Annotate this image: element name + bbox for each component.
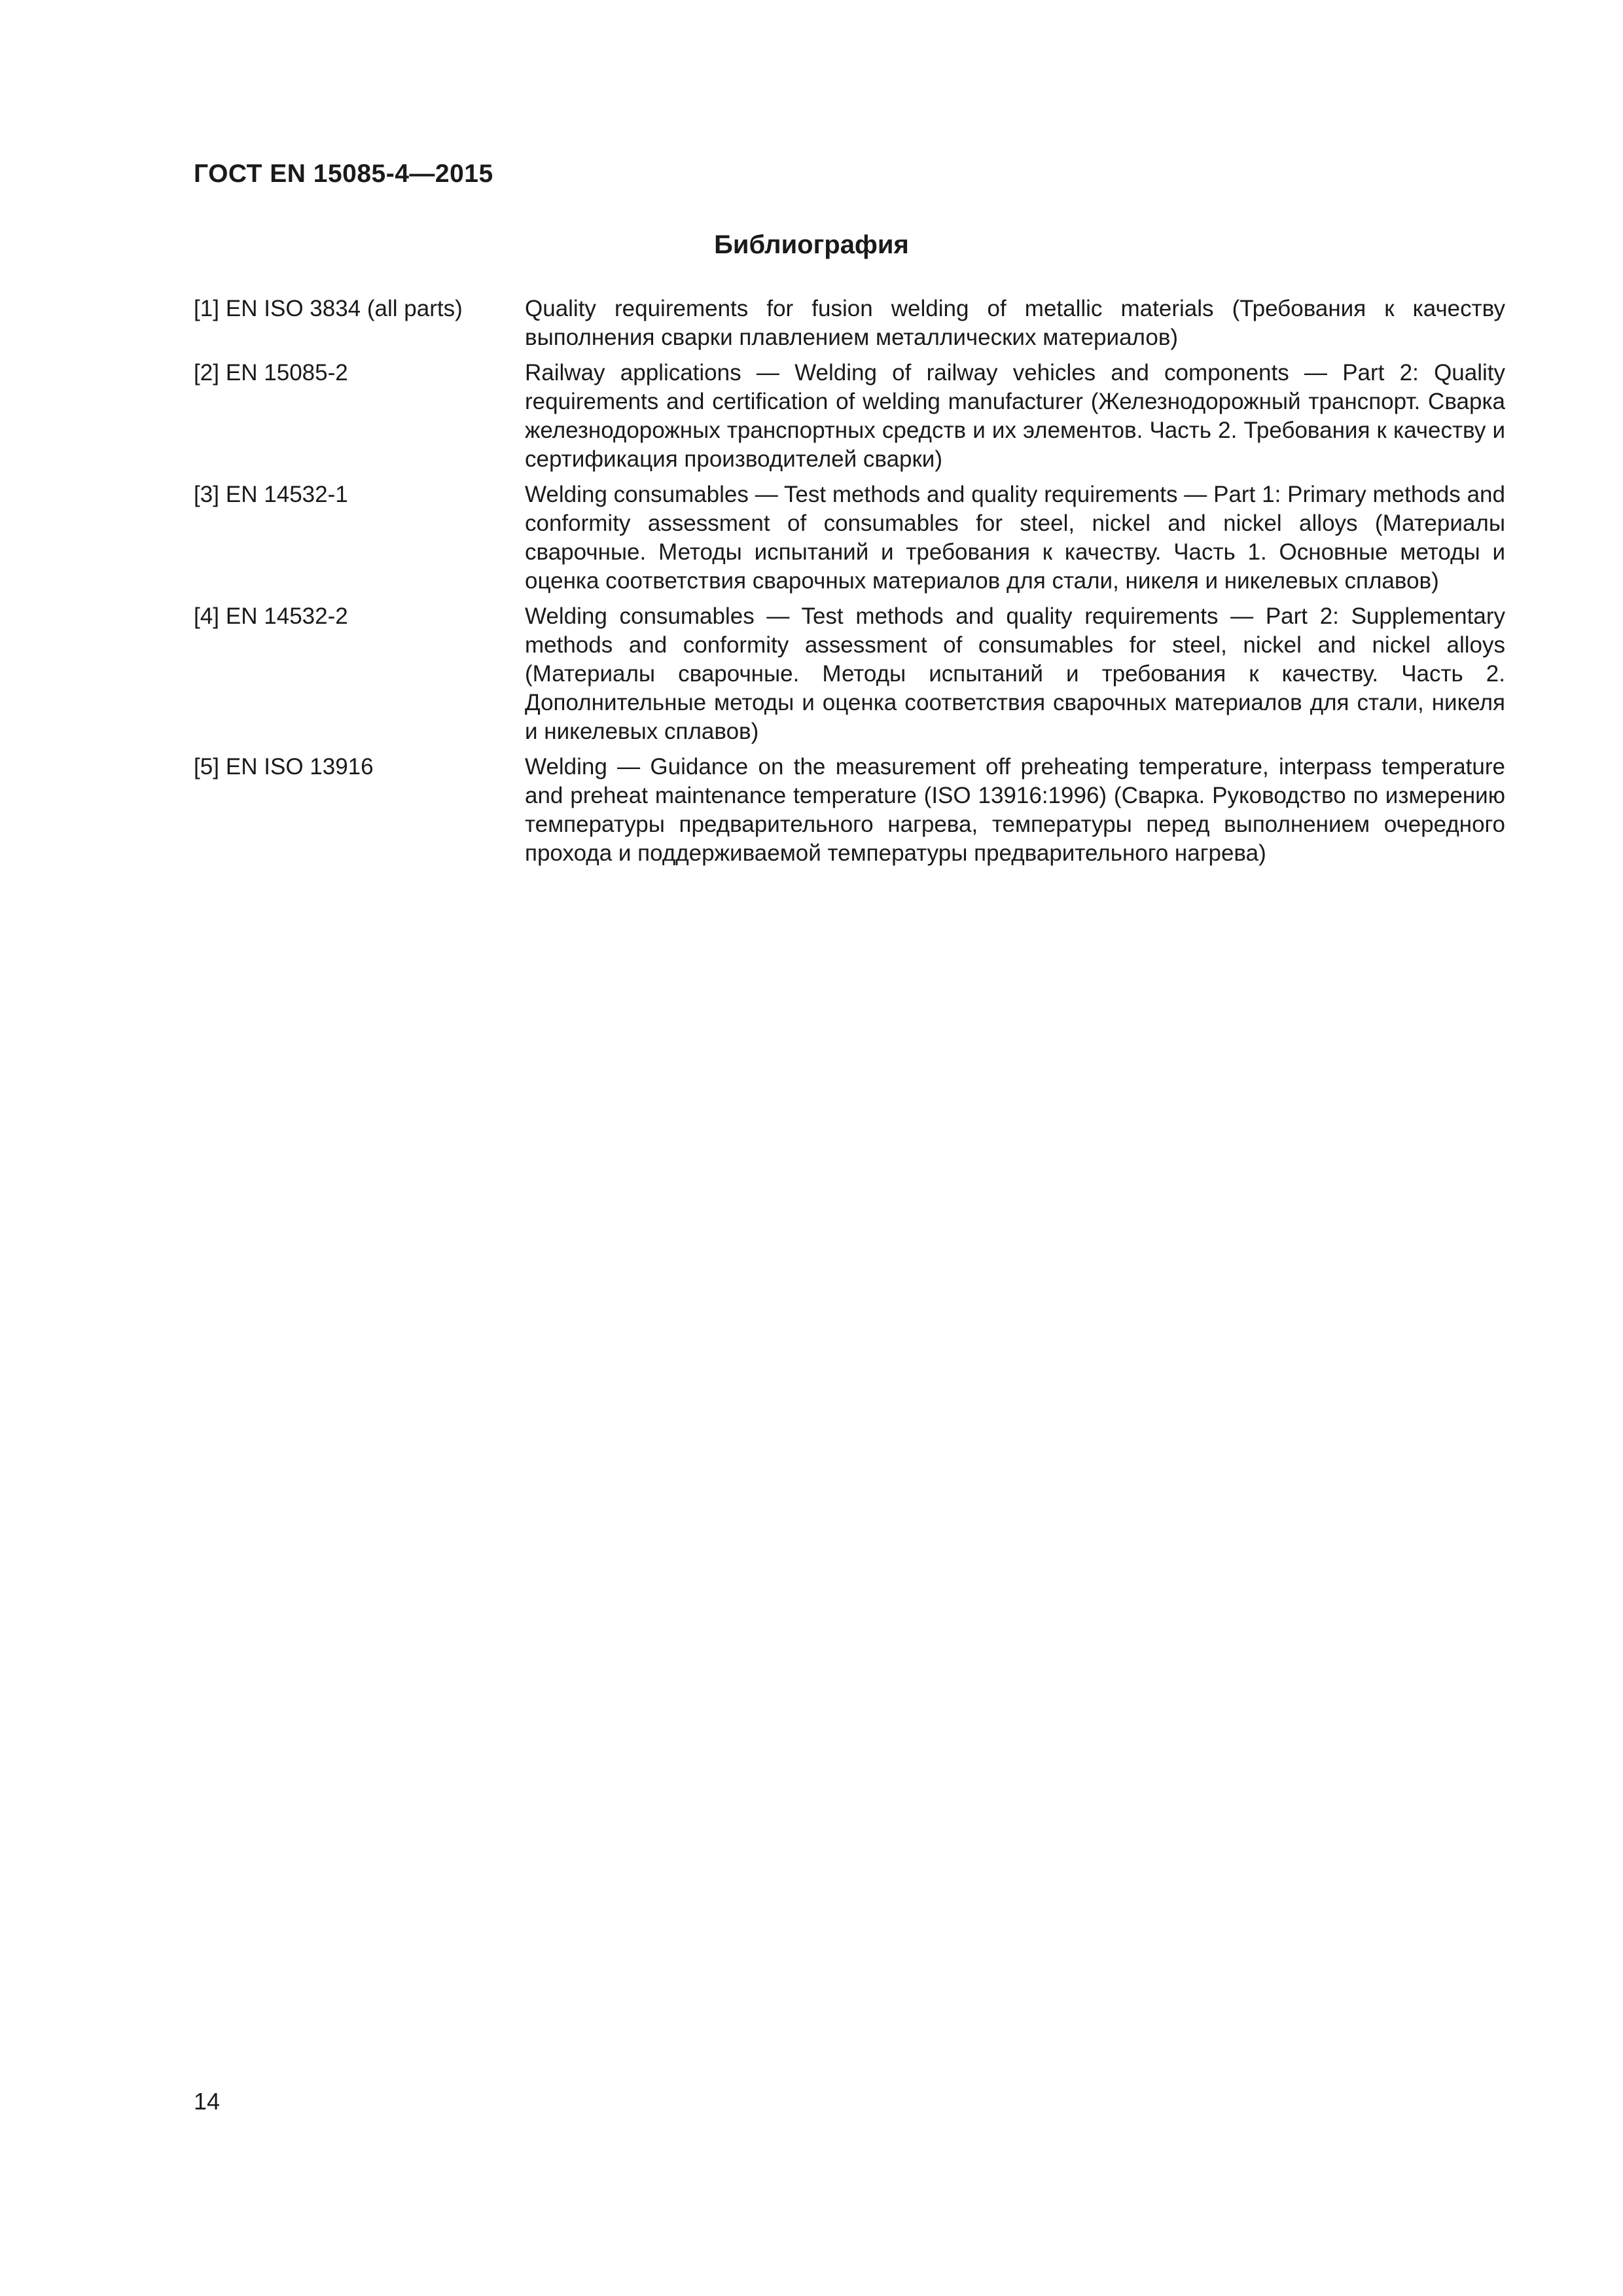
reference-code: EN 14532-1 [225,482,348,507]
page-number: 14 [194,2088,221,2115]
bibliography-list [194,295,1505,874]
reference-description: Railway applications — Welding of railway vehicles and components — Part 2: Quality requirements and certification of welding manufacturer (Железнодорожный транспорт. Сварка железнодорожных транспортных средств и их элементов. Часть 2. Требования к качеству и сертификация производителей сварки) [525,360,1505,472]
reference-description: Welding — Guidance on the measurement off preheating temperature, interpass temperature and preheat maintenance temperature (ISO 13916:1996) (Сварка. Руководство по измерению температуры предварительного нагрева, температуры перед выполнением очередного прохода и поддерживаемой температуры предварительного нагрева) [525,754,1505,866]
document-header: ГОСТ EN 15085-4—2015 [194,160,493,188]
reference-code: EN ISO 3834 (all parts) [225,296,463,321]
reference-number: [4] [194,603,219,629]
bibliography-reference [194,602,525,746]
reference-code: EN 15085-2 [225,360,348,386]
bibliography-reference [194,753,525,868]
bibliography-reference [194,359,525,474]
bibliography-reference [194,295,525,352]
reference-description: Quality requirements for fusion welding of metallic materials (Требования к качеству выполнения сварки плавлением металлических материалов) [525,296,1505,350]
bibliography-entry [194,602,1505,746]
reference-number: [3] [194,482,219,507]
bibliography-reference [194,480,525,596]
reference-code: EN ISO 13916 [225,754,374,780]
bibliography-entry [194,295,1505,352]
reference-code: EN 14532-2 [225,603,348,629]
reference-description: Welding consumables — Test methods and quality requirements — Part 2: Supplementary methods and conformity assessment of consumables for steel, nickel and nickel alloys (Материалы сварочные. Методы испытаний и требования к качеству. Часть 2. Дополнительные методы и оценка соответствия сварочных материалов для стали, никеля и никелевых сплавов) [525,603,1505,744]
bibliography-entry [194,359,1505,474]
reference-description: Welding consumables — Test methods and quality requirements — Part 1: Primary methods and conformity assessment of consumables for steel, nickel and nickel alloys (Материалы сварочные. Методы испытаний и требования к качеству. Часть 1. Основные методы и оценка соответствия сварочных материалов для стали, никеля и никелевых сплавов) [525,482,1505,594]
reference-number: [5] [194,754,219,780]
bibliography-entry [194,480,1505,596]
reference-number: [1] [194,296,219,321]
bibliography-entry [194,753,1505,868]
reference-number: [2] [194,360,219,386]
section-title: Библиография [714,230,909,259]
